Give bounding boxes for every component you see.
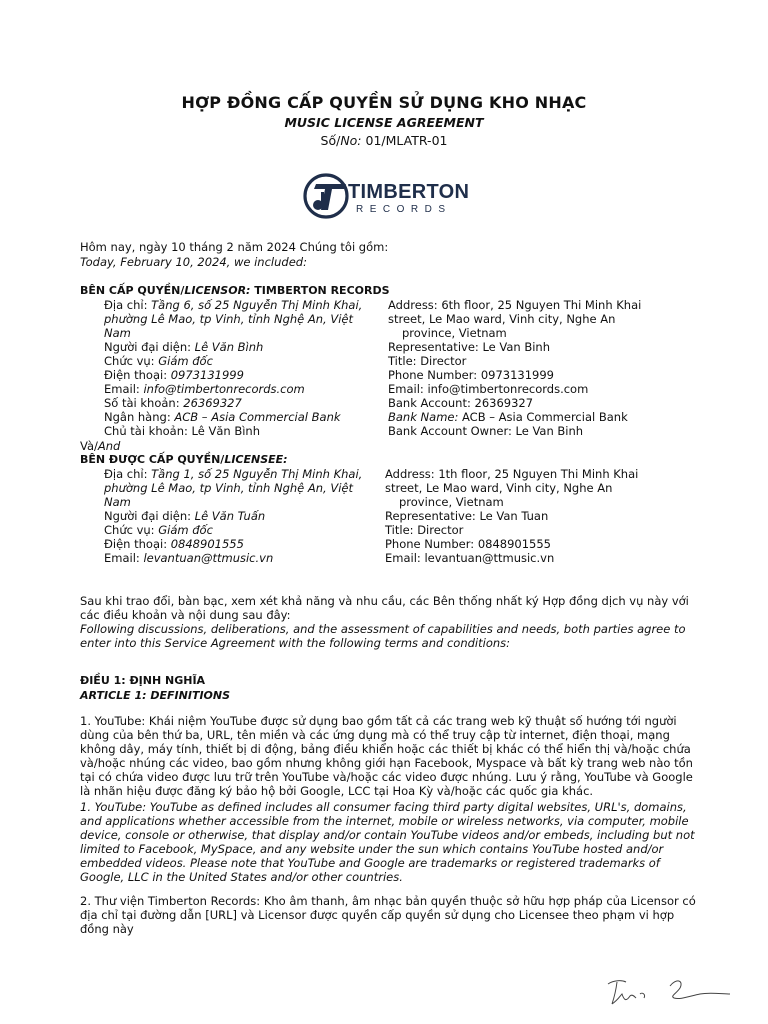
licensor-bank-en-value: ACB – Asia Commercial Bank	[462, 410, 628, 424]
licensor-address-line: phường Lê Mao, tp Vinh, tỉnh Nghệ An, Việt	[104, 312, 353, 326]
licensee-phone-label: Điện thoại:	[104, 537, 171, 551]
definition-1-en: 1. YouTube: YouTube as defined includes all consumer facing third party digital websites, URL's, domains, and applications whether accessible from the internet, mobile or wireless networks, via computer, mobile device, console or otherwise, that display and/or contain YouTube videos and/or embeds, including but not limited to Facebook, MySpace, and any website under the sun which contains YouTube hosted and/or embedded videos. Please note that YouTube and Google are trademarks or registered trademarks of Google, LLC in the United States and/or other countries.	[80, 800, 695, 884]
licensor-heading-vn: BÊN CẤP QUYỀN/	[80, 284, 185, 297]
licensor-phone-value: 0973131999	[170, 368, 244, 382]
licensor-bank-en-label: Bank Name:	[388, 410, 462, 424]
licensor-position-label: Chức vụ:	[104, 354, 159, 368]
licensee-rep-en-label: Representative:	[385, 509, 480, 523]
contract-number	[0, 133, 768, 148]
intro-en: Today, February 10, 2024, we included:	[80, 255, 307, 269]
document-title: HỢP ĐỒNG CẤP QUYỀN SỬ DỤNG KHO NHẠC	[181, 93, 587, 112]
licensor-account-en-label: Bank Account:	[388, 396, 475, 410]
licensee-en-column	[385, 467, 685, 565]
licensee-heading	[80, 453, 288, 466]
licensor-account-value: 26369327	[183, 396, 242, 410]
licensor-address-en-line: street, Le Mao ward, Vinh city, Nghe An	[388, 312, 616, 326]
licensor-owner-value: Lê Văn Bình	[191, 424, 260, 438]
licensor-email-en-label: Email:	[388, 382, 428, 396]
logo-brand-text: TIMBERTON	[348, 181, 470, 203]
licensor-phone-en-label: Phone Number:	[388, 368, 481, 382]
licensee-email-label: Email:	[104, 551, 144, 565]
licensor-address-line: Tầng 6, số 25 Nguyễn Thị Minh Khai,	[151, 298, 363, 312]
and-vn: Và/	[80, 439, 98, 453]
licensor-title-en-label: Title:	[388, 354, 421, 368]
licensor-heading-en: LICENSOR:	[184, 284, 251, 297]
licensor-en-column	[388, 298, 688, 438]
licensee-heading-vn: BÊN ĐƯỢC CẤP QUYỀN/	[80, 453, 225, 466]
definition-2-vn: 2. Thư viện Timberton Records: Kho âm thanh, âm nhạc bản quyền thuộc sở hữu hợp pháp của Licensor có địa chỉ tại đường dẫn [URL] và Licensor được quyền cấp quyền sử dụng cho Licensee theo phạm vi hợp đồng này	[80, 894, 696, 936]
licensee-rep-label: Người đại diện:	[104, 509, 195, 523]
licensee-phone-value: 0848901555	[170, 537, 244, 551]
licensee-title-en-value: Director	[417, 523, 464, 537]
licensor-vn-column	[104, 298, 394, 438]
licensee-heading-en: LICENSEE:	[224, 453, 288, 466]
and-separator	[80, 439, 120, 453]
licensee-address-line: Nam	[104, 495, 131, 509]
licensee-address-line: Tầng 1, số 25 Nguyễn Thị Minh Khai,	[151, 467, 363, 481]
document-subtitle: MUSIC LICENSE AGREEMENT	[284, 115, 484, 130]
licensee-phone-en-label: Phone Number:	[385, 537, 478, 551]
licensee-phone-en-value: 0848901555	[477, 537, 551, 551]
logo-sub-text: RECORDS	[356, 204, 452, 215]
licensor-bank-value: ACB – Asia Commercial Bank	[174, 410, 341, 424]
licensee-email-en-label: Email:	[385, 551, 425, 565]
licensor-heading-name: TIMBERTON RECORDS	[250, 284, 390, 297]
number-label-en: No:	[340, 133, 362, 148]
licensor-account-en-value: 26369327	[474, 396, 534, 410]
licensor-email-value: info@timbertonrecords.com	[143, 382, 305, 396]
agreement-vn: Sau khi trao đổi, bàn bạc, xem xét khả năng và nhu cầu, các Bên thống nhất ký Hợp đồng dịch vụ này với các điều khoản và nội dung sau đây:	[80, 594, 689, 622]
licensee-rep-en-value: Le Van Tuan	[479, 509, 549, 523]
licensor-bank-label: Ngân hàng:	[104, 410, 175, 424]
number-value: 01/MLATR-01	[361, 133, 448, 148]
licensor-phone-label: Điện thoại:	[104, 368, 171, 382]
licensor-account-label: Số tài khoản:	[104, 396, 184, 410]
licensor-email-en-value: info@timbertonrecords.com	[427, 382, 589, 396]
licensee-address-label: Địa chỉ:	[104, 467, 152, 481]
agreement-en: Following discussions, deliberations, and the assessment of capabilities and needs, both parties agree to enter into this Service Agreement with the following terms and conditions:	[80, 622, 686, 650]
definition-1-vn: 1. YouTube: Khái niệm YouTube được sử dụng bao gồm tất cả các trang web kỹ thuật số hướng tới người dùng của bên thứ ba, URL, tên miền và các ứng dụng mà có thể truy cập từ internet, điện thoại, mạng không dây, máy tính, thiết bị di động, bảng điều khiển hoặc các thiết bị khác có thể hiển thị và/hoặc chứa và/hoặc nhúng các video, bao gồm nhưng không giới hạn Facebook, Myspace và bất kỳ trang web nào tồn tại có chứa video được lưu trữ trên YouTube và/hoặc các video được nhúng. Lưu ý rằng, YouTube và Google là nhãn hiệu được đăng ký bảo hộ bởi Google, LCC tại Hoa Kỳ và/hoặc các quốc gia khác.	[80, 714, 693, 798]
licensor-rep-en-label: Representative:	[388, 340, 483, 354]
licensee-email-value: levantuan@ttmusic.vn	[143, 551, 274, 565]
intro-vn: Hôm nay, ngày 10 tháng 2 năm 2024 Chúng tôi gồm:	[80, 240, 389, 254]
licensee-address-en-line: Address: 1th floor, 25 Nguyen Thi Minh Khai	[385, 467, 639, 481]
licensor-heading	[80, 284, 390, 297]
licensor-address-en-line: Address: 6th floor, 25 Nguyen Thi Minh Khai	[388, 298, 642, 312]
licensor-rep-label: Người đại diện:	[104, 340, 195, 354]
licensor-owner-en-value: Le Van Binh	[515, 424, 584, 438]
licensor-rep-en-value: Le Van Binh	[482, 340, 550, 354]
article1-heading-vn: ĐIỀU 1: ĐỊNH NGHĨA	[80, 674, 206, 687]
licensee-title-en-label: Title:	[385, 523, 418, 537]
licensor-address-line: Nam	[104, 326, 131, 340]
licensor-address-label: Địa chỉ:	[104, 298, 152, 312]
licensor-email-label: Email:	[104, 382, 144, 396]
licensee-rep-value: Lê Văn Tuấn	[194, 509, 266, 523]
licensee-email-en-value: levantuan@ttmusic.vn	[424, 551, 555, 565]
licensee-position-label: Chức vụ:	[104, 523, 159, 537]
licensee-position-value: Giám đốc	[158, 523, 213, 537]
company-logo	[300, 170, 480, 222]
licensor-phone-en-value: 0973131999	[480, 368, 554, 382]
licensee-address-en-line: province, Vietnam	[399, 495, 504, 509]
number-label-vn: Số/	[320, 133, 341, 148]
licensee-vn-column	[104, 467, 394, 565]
licensor-title-en-value: Director	[420, 354, 467, 368]
licensor-rep-value: Lê Văn Bình	[194, 340, 264, 354]
licensor-address-en-line: province, Vietnam	[402, 326, 507, 340]
article1-heading-en: ARTICLE 1: DEFINITIONS	[80, 689, 231, 702]
and-en: And	[97, 439, 121, 453]
licensor-owner-en-label: Bank Account Owner:	[388, 424, 516, 438]
licensor-position-value: Giám đốc	[158, 354, 213, 368]
signature-mark	[600, 972, 740, 1012]
timberton-logo-icon	[300, 170, 352, 222]
licensor-owner-label: Chủ tài khoản:	[104, 424, 192, 438]
licensee-address-line: phường Lê Mao, tp Vinh, tỉnh Nghệ An, Việt	[104, 481, 353, 495]
licensee-address-en-line: street, Le Mao ward, Vinh city, Nghe An	[385, 481, 613, 495]
